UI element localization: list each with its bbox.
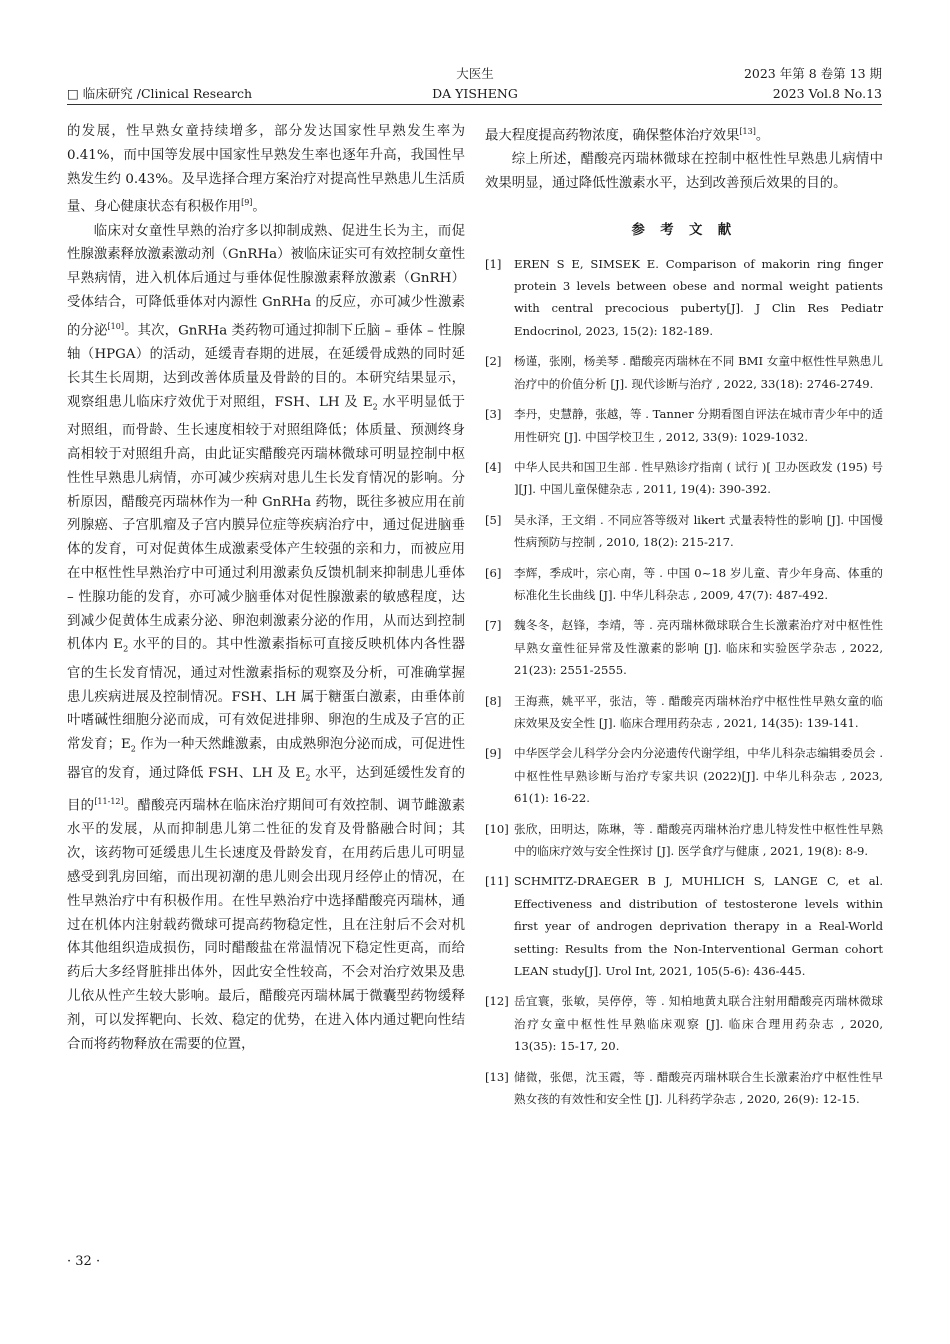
- subscript: 2: [372, 402, 378, 412]
- text-run: 作为一种天然雌激素，由成熟卵泡分泌而成，可促进性器官的发育，通过降低 FSH、LH 及 E: [67, 737, 465, 781]
- reference-number: [11]: [485, 874, 509, 889]
- reference-number: [2]: [485, 354, 502, 369]
- reference-item: [485, 614, 883, 681]
- reference-text: 中华医学会儿科学分会内分泌遗传代谢学组，中华儿科杂志编辑委员会 . 中枢性性早熟诊断与治疗专家共识 (2022)[J]. 中华儿科杂志 , 2023, 61(1): 16-22.: [514, 746, 883, 806]
- text-run: 水平的目的。其中性激素指标可直接反映机体内各性器官的生长发育情况，通过对性激素指标的观察及分析，可准确掌握患儿疾病进展及控制情况。FSH、LH 属于糖蛋白激素，由垂体前叶嗜碱性细胞分泌而成，可有效促进排卵、卵泡的生成及子宫的正常发育；E: [67, 637, 465, 753]
- reference-number: [1]: [485, 256, 502, 271]
- reference-text: 中华人民共和国卫生部 . 性早熟诊疗指南 ( 试行 )[ 卫办医政发 (195) 号 ][J]. 中国儿童保健杂志 , 2011, 19(4): 390-392.: [514, 459, 883, 497]
- section-label: □ 临床研究 /Clinical Research: [67, 86, 253, 101]
- text-run: 临床对女童性早熟的治疗多以抑制成熟、促进生长为主，而促性腺激素释放激素激动剂（GnRHa）被临床证实可有效控制女童性早熟病情，进入机体后通过与垂体促性腺激素释放激素（GnRH）受体结合，可降低垂体对内源性 GnRHa 的反应，亦可减少性激素的分泌: [67, 223, 465, 339]
- reference-item: [485, 509, 883, 554]
- reference-text: 李辉，季成叶，宗心南，等 . 中国 0~18 岁儿童、青少年身高、体重的标准化生长曲线 [J]. 中华儿科杂志 , 2009, 47(7): 487-492.: [514, 565, 883, 602]
- conclusion-paragraph: 综上所述，醋酸亮丙瑞林微球在控制中枢性性早熟患儿病情中效果明显，通过降低性激素水平，达到改善预后效果的目的。: [485, 152, 883, 192]
- reference-number: [3]: [485, 407, 502, 422]
- paragraph: [67, 120, 465, 220]
- citation: [10]: [107, 321, 124, 331]
- issue-info: [744, 64, 882, 104]
- text-run: 的发展，性早熟女童持续增多，部分发达国家性早熟发生率为 0.41%，而中国等发展中国家性早熟发生率也逐年升高，我国性早熟发生约 0.43%。及早选择合理方案治疗对提高性早熟患儿生活质量、身心健康状态有积极作用: [67, 124, 465, 215]
- text-run: 水平，达到延缓性发育的目的: [67, 765, 465, 814]
- paragraph: [67, 220, 465, 1057]
- text-run: 。其次，GnRHa 类药物可通过抑制下丘脑 – 垂体 – 性腺轴（HPGA）的活动，延缓青春期的进展，在延缓骨成熟的同时延长其生长周期，达到改善体质量及骨龄的目的。本研究结果显示，观察组患儿临床疗效优于对照组，FSH、LH 及 E: [67, 323, 465, 410]
- text-run: 。: [252, 199, 266, 215]
- reference-text: 杨谨，张刚，杨美琴 . 醋酸亮丙瑞林在不同 BMI 女童中枢性性早熟患儿治疗中的价值分析 [J]. 现代诊断与治疗 , 2022, 33(18): 2746-2749.: [514, 354, 883, 391]
- journal-title-en: DA YISHENG: [432, 86, 518, 101]
- citation: [9]: [241, 198, 253, 208]
- reference-item: [485, 562, 883, 607]
- reference-text: 王海燕，姚平平，张洁，等 . 醋酸亮丙瑞林治疗中枢性性早熟女童的临床效果及安全性 [J]. 临床合理用药杂志 , 2021, 14(35): 139-141.: [514, 693, 883, 730]
- text-run: 。醋酸亮丙瑞林在临床治疗期间可有效控制、调节雌激素水平的发展，从而抑制患儿第二性征的发育及骨骼融合时间；其次，该药物可延缓患儿生长速度及骨龄发育，在用药后患儿可明显感受到乳房回缩，而出现初潮的患儿则会出现月经停止的情况，在性早熟治疗中有积极作用。在性早熟治疗中选择醋酸亮丙瑞林，通过在机体内注射载药微球可提高药物稳定性，且在注射后不会对机体其他组织造成损伤，同时醋酸盐在常温情况下稳定性更高，而给药后大多经肾脏排出体外，因此安全性较高，不会对治疗效果及患儿依从性产生较大影响。最后，醋酸亮丙瑞林属于微囊型药物缓释剂，可以发挥靶向、长效、稳定的优势，在进入体内通过靶向性结合而将药物释放在需要的位置，: [67, 798, 466, 1052]
- reference-item: [485, 990, 883, 1057]
- subscript: 2: [305, 773, 311, 783]
- reference-item: [485, 870, 883, 982]
- right-column: [485, 120, 883, 1118]
- issue-en: 2023 Vol.8 No.13: [772, 86, 882, 101]
- reference-number: [6]: [485, 565, 502, 580]
- reference-item: [485, 742, 883, 809]
- reference-number: [5]: [485, 512, 502, 527]
- reference-item: [485, 818, 883, 863]
- reference-text: 吴永泽，王文绢 . 不同应答等级对 likert 式量表特性的影响 [J]. 中国慢性病预防与控制 , 2010, 18(2): 215-217.: [514, 512, 883, 550]
- paragraph: [485, 120, 883, 148]
- reference-number: [9]: [485, 746, 502, 761]
- references-heading: 参 考 文 献: [631, 221, 737, 238]
- text-run: 水平明显低于对照组，而骨龄、生长速度相较于对照组降低；体质量、预测终身高相较于对照组升高，由此证实醋酸亮丙瑞林微球可明显控制中枢性性早熟患儿病情，亦可减少疾病对患儿生长发育情况的影响。分析原因，醋酸亮丙瑞林作为一种 GnRHa 药物，既往多被应用在前列腺癌、子宫肌瘤及子宫内膜异位症等疾病治疗中，通过促进脑垂体的发育，可对促黄体生成激素受体产生较强的亲和力，而被应用在中枢性性早熟治疗中可通过利用激素负反馈机制来抑制患儿垂体 – 性腺功能的发育，亦可减少脑垂体对促性腺激素的敏感程度，达到减少促黄体生成素分泌、卵泡刺激素分泌的作用，从而达到控制机体内 E: [67, 394, 465, 653]
- reference-text: 李丹，史慧静，张越，等 . Tanner 分期看图自评法在城市青少年中的适用性研究 [J]. 中国学校卫生 , 2012, 33(9): 1029-1032.: [514, 407, 883, 444]
- reference-text: EREN S E, SIMSEK E. Comparison of makorin ring finger protein 3 levels between obese and normal weight patients with central precocious puberty[J]. J Clin Res Pediatr Endocrinol, 2023, 15(2): 182-189.: [514, 256, 883, 338]
- text-run: 。: [755, 128, 770, 144]
- reference-item: [485, 456, 883, 501]
- reference-number: [8]: [485, 693, 502, 708]
- reference-item: [485, 1066, 883, 1111]
- reference-text: 魏冬冬，赵锋，李靖，等 . 亮丙瑞林微球联合生长激素治疗对中枢性性早熟女童性征异常及性激素的影响 [J]. 临床和实验医学杂志 , 2022, 21(23): 2551-2555.: [514, 618, 883, 678]
- reference-item: [485, 403, 883, 448]
- reference-list: [485, 253, 883, 1111]
- reference-item: [485, 253, 883, 343]
- reference-text: SCHMITZ-DRAEGER B J, MUHLICH S, LANGE C, et al. Effectiveness and distribution of testosterone levels within first year of androgen deprivation therapy in a Real-World setting: Results from the Non-Interventional German cohort LEAN study[J]. Urol Int, 2021, 105(5-6): 436-445.: [514, 874, 883, 979]
- reference-number: [7]: [485, 618, 502, 633]
- reference-number: [4]: [485, 459, 502, 474]
- journal-title-cn: 大医生: [456, 66, 494, 81]
- left-column: [67, 120, 465, 1056]
- reference-text: 岳宜寰，张敏，吴停停，等 . 知柏地黄丸联合注射用醋酸亮丙瑞林微球治疗女童中枢性性早熟临床观察 [J]. 临床合理用药杂志 , 2020, 13(35): 15-17, 20.: [514, 994, 883, 1054]
- reference-number: [12]: [485, 994, 509, 1009]
- citation: [13]: [739, 127, 756, 136]
- subscript: 2: [123, 645, 129, 655]
- reference-number: [10]: [485, 821, 509, 836]
- header-rule: [67, 104, 882, 105]
- reference-text: 张欣，田明达，陈琳，等 . 醋酸亮丙瑞林治疗患儿特发性中枢性性早熟中的临床疗效与安全性探讨 [J]. 医学食疗与健康 , 2021, 19(8): 8-9.: [514, 821, 883, 858]
- page-number: · 32 ·: [67, 1254, 101, 1269]
- reference-number: [13]: [485, 1069, 509, 1084]
- reference-item: [485, 350, 883, 395]
- reference-item: [485, 690, 883, 735]
- text-run: 最大程度提高药物浓度，确保整体治疗效果: [485, 128, 740, 144]
- subscript: 2: [130, 744, 136, 754]
- citation: [11-12]: [94, 797, 124, 807]
- issue-cn: 2023 年第 8 卷第 13 期: [743, 66, 882, 81]
- reference-text: 储微，张偲，沈玉霞，等 . 醋酸亮丙瑞林联合生长激素治疗中枢性性早熟女孩的有效性和安全性 [J]. 儿科药学杂志 , 2020, 26(9): 12-15.: [514, 1069, 883, 1107]
